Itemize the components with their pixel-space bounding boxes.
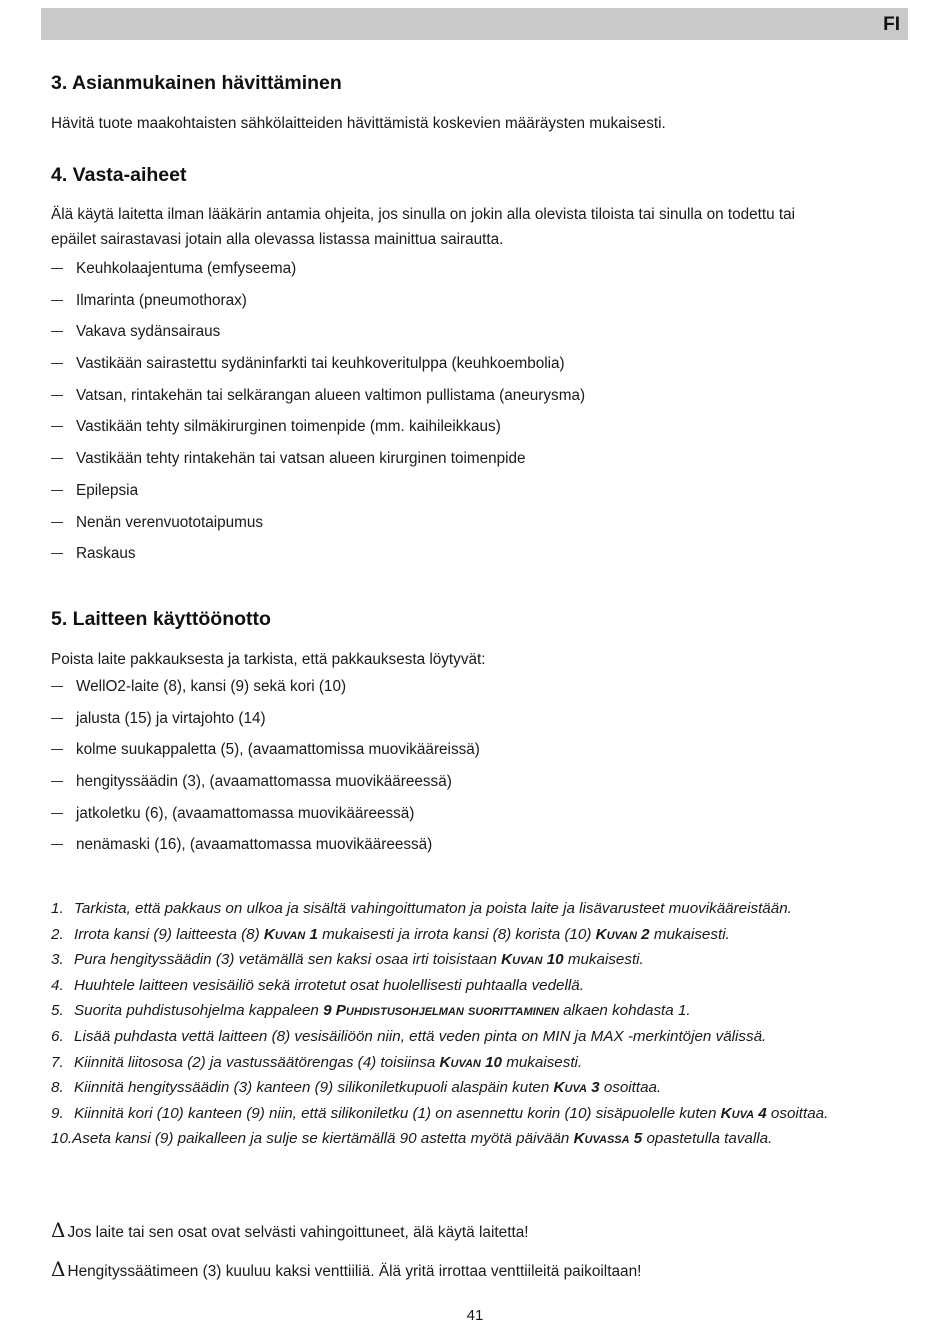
figure-reference: Kuvassa 5 [573,1130,643,1148]
figure-reference: Kuvan 1 [263,925,318,943]
section-4-title: 4. Vasta-aiheet [51,164,187,186]
step-item: 7. Kiinnitä liitososa (2) ja vastussäätörengas (4) toisiinsa Kuvan 10 mukaisesti. [51,1053,583,1071]
figure-reference: Kuvan 2 [595,925,650,943]
section-3-text: Hävitä tuote maakohtaisten sähkölaitteiden hävittämistä koskevien määräysten mukaisesti. [51,115,666,132]
figure-reference: Kuva 3 [553,1079,600,1097]
section-5-title: 5. Laitteen käyttöönotto [51,608,271,630]
section-5-intro: Poista laite pakkauksesta ja tarkista, että pakkauksesta löytyvät: [51,651,486,668]
step-item: 5. Suorita puhdistusohjelma kappaleen 9 Puhdistusohjelman suorittaminen alkaen kohdasta 1. [51,1002,691,1020]
step-item: 4. Huuhtele laitteen vesisäiliö sekä irrotetut osat huolellisesti puhtaalla vedellä. [51,976,584,994]
header-bar [41,8,908,40]
section-3-title: 3. Asianmukainen hävittäminen [51,72,342,94]
setup-steps-list [51,896,891,1152]
figure-reference: Kuvan 10 [439,1053,502,1071]
page-number: 41 [466,1307,484,1324]
document-page: FI 3. Asianmukainen hävittäminen Hävitä tuote maakohtaisten sähkölaitteiden hävittämistä koskevien määräysten mukaisesti. 4. Vasta-aiheet Älä käytä laitetta ilman lääkärin antamia ohjeita, jos sinulla on jokin alla olevista tiloista tai sinulla on todettu tai epäilet sairastavasi jotain alla olevassa listassa mainittua sairautta. Keuhkolaajentuma (emfyseema) Ilmarinta (pneumothorax) Vakava sydänsairaus Vastikään sairastettu sydäninfarkti tai keuhkoveritulppa (keuhkoembolia) Vatsan, rintakehän tai selkärangan alueen valtimon pullistama (aneurysma) Vastikään tehty silmäkirurginen toimenpide (mm. kaihileikkaus) Vastikään tehty rintakehän tai vatsan alueen kirurginen toimenpide Epilepsia Nenän verenvuototaipumus Raskaus 5. Laitteen käyttöönotto Poista laite pakkauksesta ja tarkista, että pakkauksesta löytyvät: WellO2-laite (8), kansi (9) sekä kori (10) jalusta (15) ja virtajohto (14) kolme suukappaletta (5), (avaamattomissa muovikääreissä) hengityssäädin (3), (avaamattomassa muovikääreessä) jatkoletku (6), (avaamattomassa muovikääreessä) nenämaski (16), (avaamattomassa muovikääreessä) 1. Tarkista, että pakkaus on ulkoa ja sisältä vahingoittumaton ja poista laite ja lisävarusteet muovikääreistään. 2. Irrota kansi (9) laitteesta (8) Kuvan 1 mukaisesti ja irrota kansi (8) korista (10) Kuvan 2 mukaisesti. 3. Pura hengityssäädin (3) vetämällä sen kaksi osaa irti toisistaan Kuvan 10 mukaisesti. 4. Huuhtele laitteen vesisäiliö sekä irrotetut osat huolellisesti puhtaalla vedellä. 5. Suorita puhdistusohjelma kappaleen 9 Puhdistusohjelman suorittaminen alkaen kohdasta 1. 6. Lisää puhdasta vettä laitteen (8) vesisäiliöön niin, että veden pinta on MIN ja MAX -merkintöjen välissä. 7. Kiinnitä liitososa (2) ja vastussäätörengas (4) toisiinsa Kuvan 10 mukaisesti. 8. Kiinnitä hengityssäädin (3) kanteen (9) silikoniletkupuoli alaspäin kuten Kuva 3 osoittaa. 9. Kiinnitä kori (10) kanteen (9) niin, että silikoniletku (1) on asennettu korin (10) sisäpuolelle kuten Kuva 4 osoittaa. 10.Aseta kansi (9) paikalleen ja sulje se kiertämällä 90 astetta myötä päivään Kuvassa 5 opastetulla tavalla. Δ Jos laite tai sen osat ovat selvästi vahingoittuneet, älä käytä laitetta! Δ Hengityssäätimeen (3) kuuluu kaksi venttiiliä. Älä yritä irrottaa venttiileitä paikoiltaan! 41 [0,0,950,1343]
figure-reference: Kuva 4 [720,1104,767,1122]
warning-triangle-icon: Δ [51,1257,66,1281]
step-item: 1. Tarkista, että pakkaus on ulkoa ja sisältä vahingoittumaton ja poista laite ja lisävarusteet muovikääreistään. [51,900,792,917]
step-item: 10.Aseta kansi (9) paikalleen ja sulje se kiertämällä 90 astetta myötä päivään Kuvassa 5 opastetulla tavalla. [51,1130,773,1148]
warning-note: Δ Hengityssäätimeen (3) kuuluu kaksi venttiiliä. Älä yritä irrottaa venttiileitä paikoiltaan! [51,1257,642,1281]
section-4-intro-line2: epäilet sairastavasi jotain alla olevassa listassa mainittua sairautta. [51,231,504,248]
section-4-intro-line1: Älä käytä laitetta ilman lääkärin antamia ohjeita, jos sinulla on jokin alla olevista tiloista tai sinulla on todettu tai [51,206,796,223]
language-code: FI [883,14,900,35]
warning-triangle-icon: Δ [51,1218,66,1242]
step-item: 6. Lisää puhdasta vettä laitteen (8) vesisäiliöön niin, että veden pinta on MIN ja MAX -merkintöjen välissä. [51,1027,767,1045]
step-item: 9. Kiinnitä kori (10) kanteen (9) niin, että silikoniletku (1) on asennettu korin (10) sisäpuolelle kuten Kuva 4 osoittaa. [51,1104,829,1122]
step-item: 8. Kiinnitä hengityssäädin (3) kanteen (9) silikoniletkupuoli alaspäin kuten Kuva 3 osoittaa. [51,1079,662,1097]
step-item: 3. Pura hengityssäädin (3) vetämällä sen kaksi osaa irti toisistaan Kuvan 10 mukaisesti. [51,951,644,969]
warning-note: Δ Jos laite tai sen osat ovat selvästi vahingoittuneet, älä käytä laitetta! [51,1218,529,1242]
step-item: 2. Irrota kansi (9) laitteesta (8) Kuvan 1 mukaisesti ja irrota kansi (8) korista (10) Kuvan 2 mukaisesti. [51,925,730,943]
section-reference: 9 Puhdistusohjelman suorittaminen [323,1002,559,1020]
figure-reference: Kuvan 10 [501,951,564,969]
